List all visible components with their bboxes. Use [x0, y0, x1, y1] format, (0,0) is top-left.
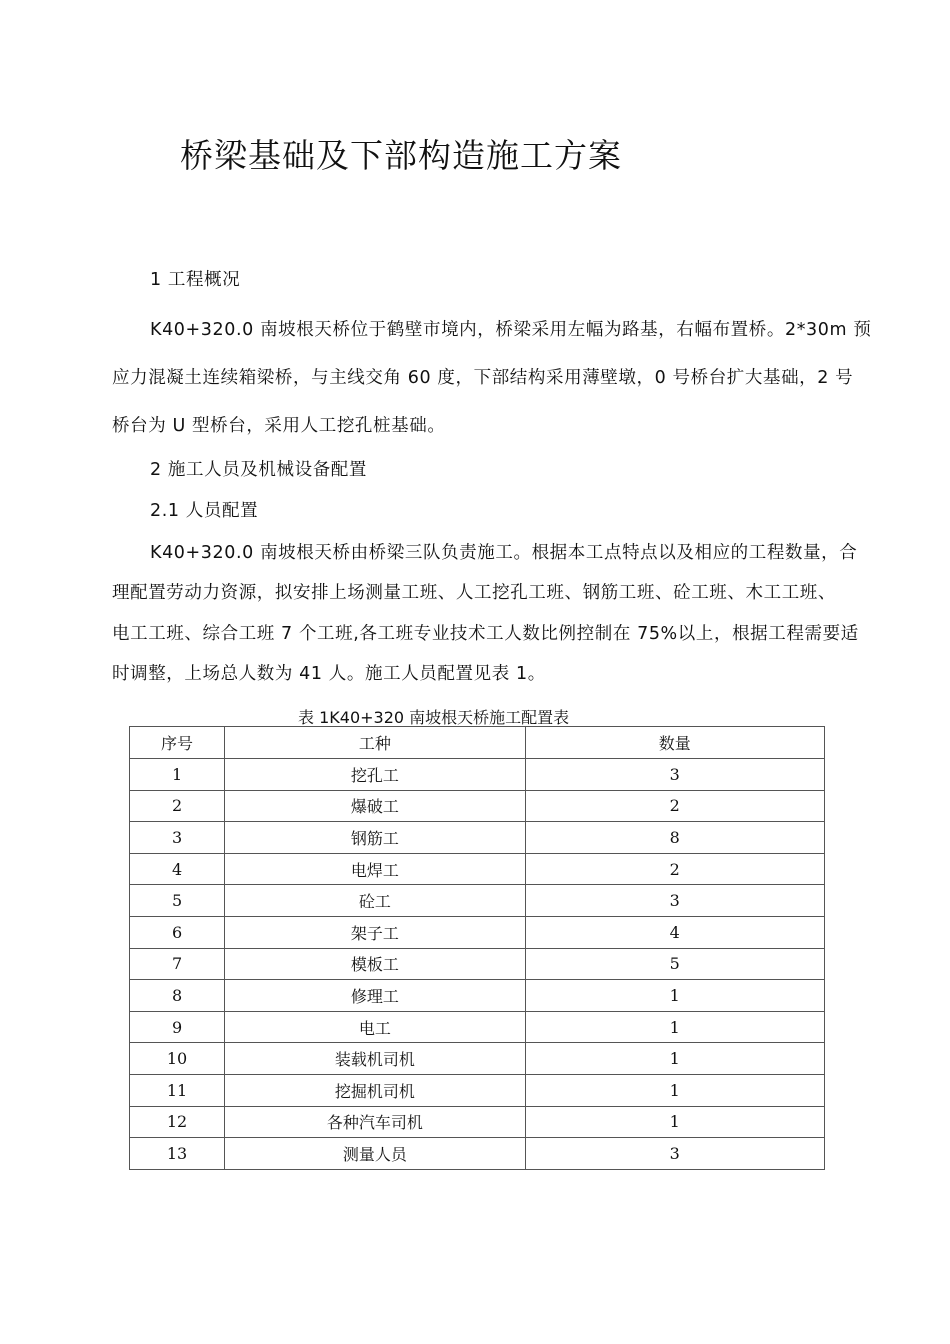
header-trade: 工种 [225, 727, 525, 759]
table-caption: 表 1K40+320 南坡根天桥施工配置表 [298, 708, 570, 727]
cell-quantity: 2 [525, 790, 824, 822]
document-title: 桥梁基础及下部构造施工方案 [180, 136, 622, 175]
cell-quantity: 1 [525, 1043, 824, 1075]
cell-quantity: 4 [525, 916, 824, 948]
cell-trade: 模板工 [225, 948, 525, 980]
cell-index: 6 [130, 916, 225, 948]
table-body [130, 759, 825, 1170]
section-1-paragraph-line-2: 应力混凝土连续箱梁桥，与主线交角 60 度，下部结构采用薄壁墩，0 号桥台扩大基础，2 号 [112, 368, 854, 388]
cell-quantity: 1 [525, 1106, 824, 1138]
cell-trade: 各种汽车司机 [225, 1106, 525, 1138]
section-2-1-paragraph-line-4: 时调整，上场总人数为 41 人。施工人员配置见表 1。 [112, 664, 546, 684]
cell-trade: 修理工 [225, 980, 525, 1012]
table-row [130, 1106, 825, 1138]
table-row [130, 885, 825, 917]
table-row [130, 822, 825, 854]
table-row [130, 916, 825, 948]
cell-index: 13 [130, 1138, 225, 1170]
cell-quantity: 1 [525, 1011, 824, 1043]
cell-trade: 爆破工 [225, 790, 525, 822]
cell-index: 3 [130, 822, 225, 854]
cell-trade: 电焊工 [225, 853, 525, 885]
table-row [130, 759, 825, 791]
cell-index: 12 [130, 1106, 225, 1138]
header-index: 序号 [130, 727, 225, 759]
cell-trade: 架子工 [225, 916, 525, 948]
table-row [130, 980, 825, 1012]
cell-trade: 砼工 [225, 885, 525, 917]
cell-trade: 挖掘机司机 [225, 1074, 525, 1106]
cell-index: 5 [130, 885, 225, 917]
section-2-heading: 2 施工人员及机械设备配置 [150, 460, 367, 480]
section-2-1-paragraph-line-1: K40+320.0 南坡根天桥由桥梁三队负责施工。根据本工点特点以及相应的工程数量，合 [150, 543, 858, 563]
cell-index: 1 [130, 759, 225, 791]
section-2-1-heading: 2.1 人员配置 [150, 501, 259, 521]
cell-quantity: 1 [525, 1074, 824, 1106]
table-row [130, 790, 825, 822]
cell-quantity: 3 [525, 1138, 824, 1170]
cell-trade: 装载机司机 [225, 1043, 525, 1075]
header-quantity: 数量 [525, 727, 824, 759]
section-1-paragraph-line-1: K40+320.0 南坡根天桥位于鹤壁市境内，桥梁采用左幅为路基，右幅布置桥。2*30m 预 [150, 320, 872, 340]
cell-trade: 钢筋工 [225, 822, 525, 854]
table-row [130, 948, 825, 980]
cell-index: 7 [130, 948, 225, 980]
table-row [130, 1011, 825, 1043]
cell-quantity: 1 [525, 980, 824, 1012]
cell-index: 9 [130, 1011, 225, 1043]
cell-index: 4 [130, 853, 225, 885]
table-header-row [130, 727, 825, 759]
section-2-1-paragraph-line-2: 理配置劳动力资源，拟安排上场测量工班、人工挖孔工班、钢筋工班、砼工班、木工工班、 [112, 583, 836, 603]
cell-index: 8 [130, 980, 225, 1012]
cell-index: 11 [130, 1074, 225, 1106]
cell-index: 10 [130, 1043, 225, 1075]
table-row [130, 1074, 825, 1106]
cell-quantity: 3 [525, 885, 824, 917]
section-1-heading: 1 工程概况 [150, 270, 241, 290]
cell-trade: 电工 [225, 1011, 525, 1043]
table-row [130, 1043, 825, 1075]
cell-quantity: 5 [525, 948, 824, 980]
cell-trade: 挖孔工 [225, 759, 525, 791]
section-1-paragraph-line-3: 桥台为 U 型桥台，采用人工挖孔桩基础。 [112, 416, 446, 436]
cell-quantity: 3 [525, 759, 824, 791]
section-2-1-paragraph-line-3: 电工工班、综合工班 7 个工班,各工班专业技术工人数比例控制在 75%以上，根据工程需要适 [112, 624, 859, 644]
table-row [130, 853, 825, 885]
cell-quantity: 2 [525, 853, 824, 885]
cell-trade: 测量人员 [225, 1138, 525, 1170]
cell-quantity: 8 [525, 822, 824, 854]
staff-configuration-table [129, 726, 825, 1170]
table-row [130, 1138, 825, 1170]
cell-index: 2 [130, 790, 225, 822]
